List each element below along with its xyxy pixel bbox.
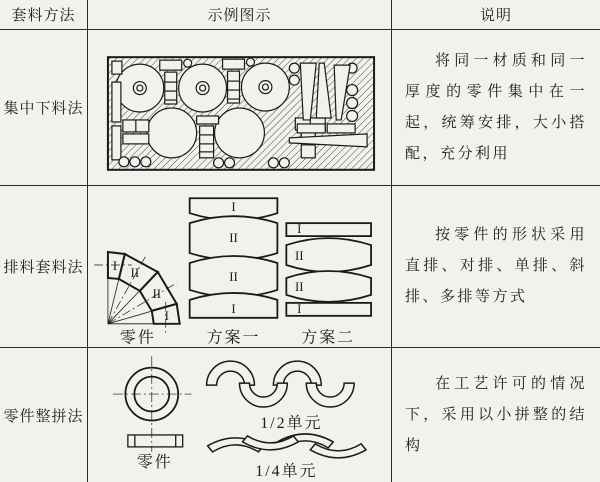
- row2-method-label: 排料套料法: [3, 260, 84, 276]
- half-unit-drawing: [207, 361, 355, 432]
- row1-method-cell: [0, 30, 88, 186]
- scheme2-label-2: II: [294, 247, 304, 263]
- pulley-blanks: [116, 63, 289, 112]
- scheme1-label-3: II: [229, 268, 238, 284]
- header-note-label: 说明: [479, 8, 512, 24]
- part-label: 零件: [136, 453, 173, 471]
- row3-method-cell: [0, 348, 88, 482]
- scheme1-label-2: II: [229, 229, 238, 245]
- scheme1-label-1: I: [231, 198, 236, 214]
- quarter-ring-pieces: [208, 434, 366, 458]
- header-method: [0, 0, 88, 30]
- scheme1-label-4: I: [231, 300, 236, 316]
- part-label: 零件: [119, 329, 156, 347]
- row3-note-cell: [392, 348, 600, 482]
- layout-schemes-diagram: [88, 186, 391, 348]
- segment-label-3: II: [152, 285, 162, 301]
- row1-example-cell: [88, 30, 392, 186]
- scheme2-label-4: I: [297, 300, 302, 316]
- row3-method-label: 零件整拼法: [3, 408, 84, 425]
- row1-note-text: 将同一材质和同一厚度的零件集中在一起，统筹安排，大小搭配，充分利用: [405, 52, 587, 162]
- ring-centerlines: [113, 356, 192, 452]
- row2-note-text: 按零件的形状采用直排、对排、单排、斜排、多排等方式: [405, 227, 587, 305]
- scheme1-label: 方案一: [206, 329, 261, 347]
- sheet-layout: [108, 57, 374, 170]
- ring-part-drawing: [113, 356, 192, 471]
- scheme1-drawing: [190, 198, 278, 347]
- half-unit-label: 1/2单元: [260, 414, 323, 432]
- row3-note-text: 在工艺许可的情况下，采用以小拼整的结构: [405, 375, 587, 454]
- segment-label-1: I: [112, 257, 118, 273]
- elbow-part-drawing: [94, 252, 180, 347]
- half-ring-pieces: [207, 361, 355, 407]
- scheme2-drawing: [286, 221, 371, 347]
- quarter-unit-drawing: [208, 434, 366, 480]
- scheme2-label: 方案二: [301, 329, 356, 347]
- nested-sheet-diagram: [88, 30, 391, 186]
- header-example-label: 示例图示: [207, 8, 272, 24]
- header-example: [88, 0, 392, 30]
- quarter-unit-label: 1/4单元: [255, 462, 318, 480]
- header-note: [392, 0, 600, 30]
- row1-method-label: 集中下料法: [3, 101, 84, 117]
- ring-assembly-diagram: [88, 348, 391, 482]
- row2-method-cell: [0, 186, 88, 348]
- row2-note-cell: [392, 186, 600, 348]
- segment-label-4: I: [164, 307, 169, 323]
- scheme2-label-1: I: [297, 220, 302, 236]
- row3-example-cell: [88, 348, 392, 482]
- ring-side-view: [128, 435, 183, 447]
- scheme2-label-3: II: [294, 278, 304, 294]
- row1-note-cell: [392, 30, 600, 186]
- segment-label-2: II: [130, 264, 140, 280]
- row2-example-cell: [88, 186, 392, 348]
- header-method-label: 套料方法: [11, 8, 76, 24]
